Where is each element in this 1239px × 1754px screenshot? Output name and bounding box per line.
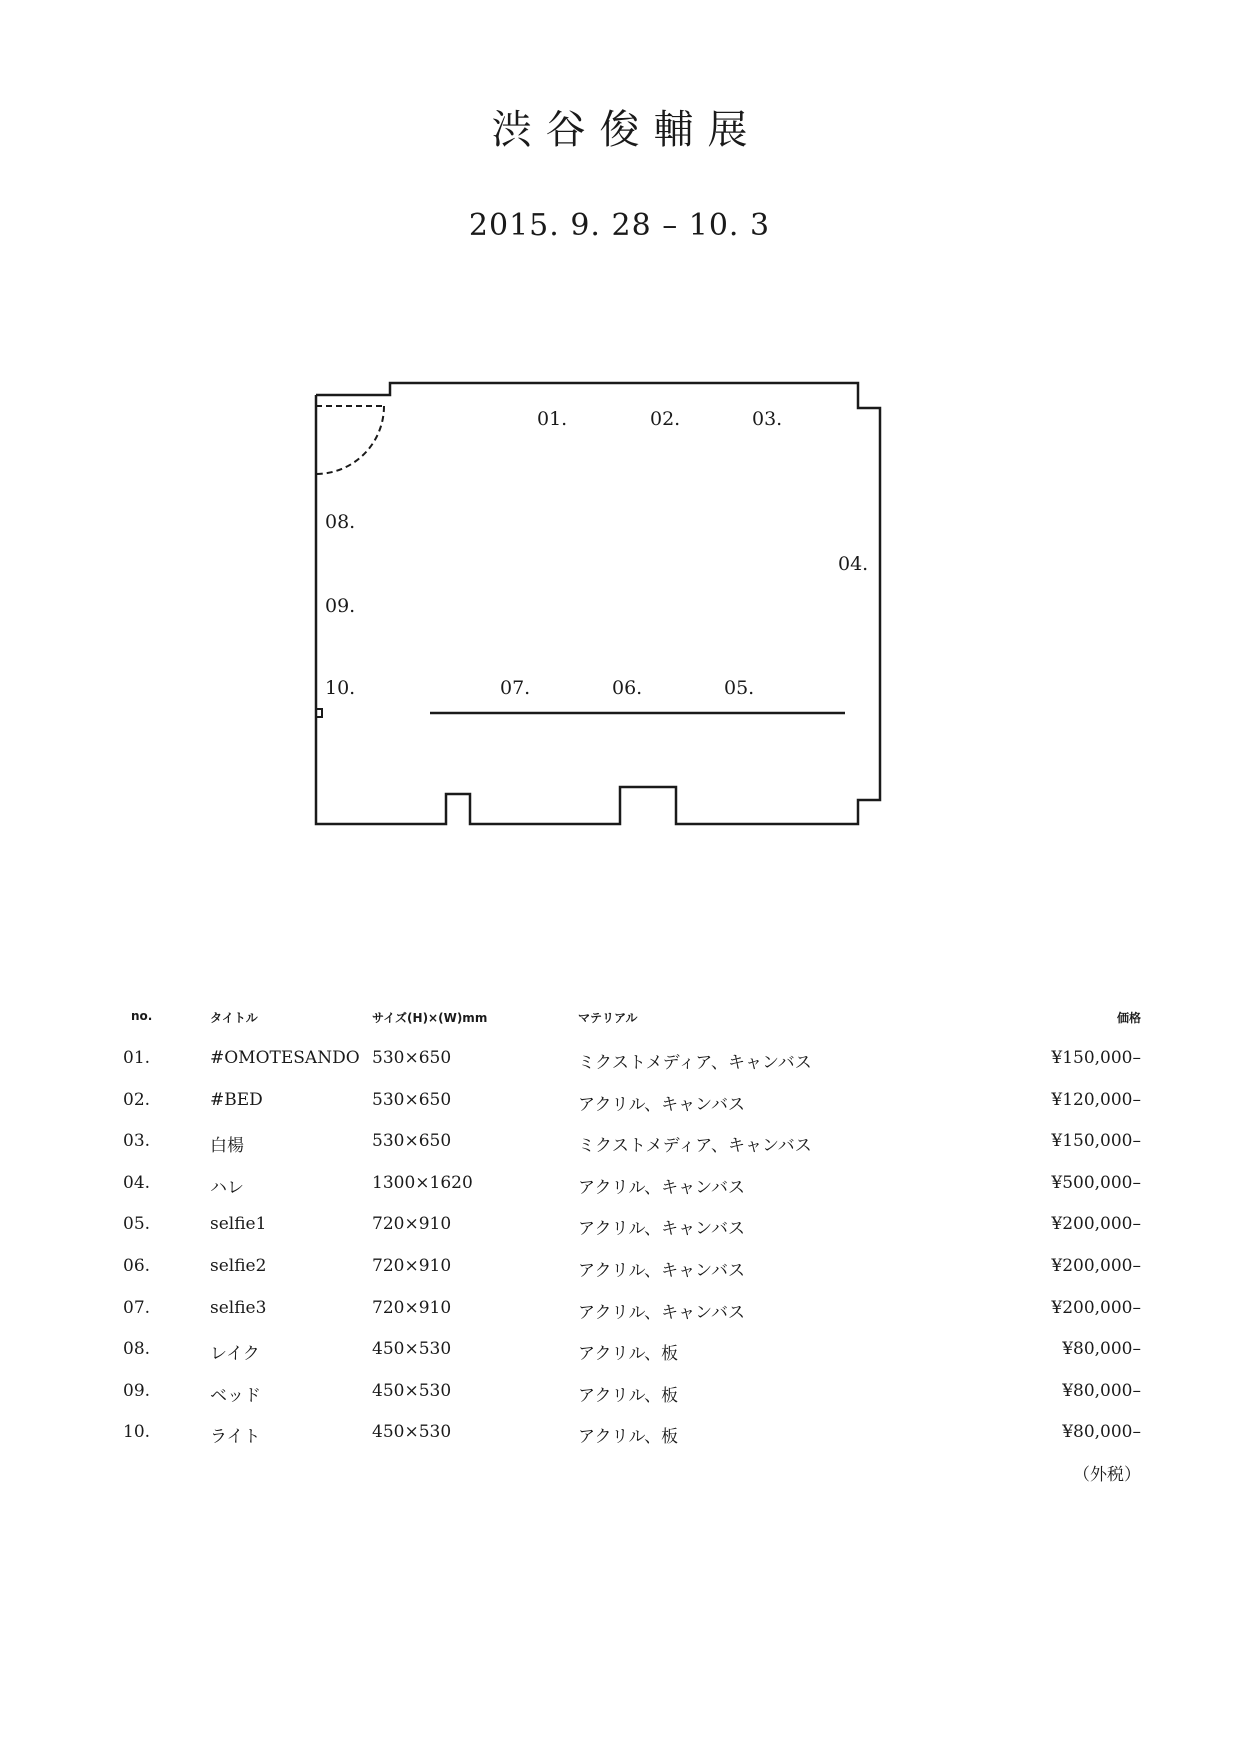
row-title: ライト [210, 1427, 261, 1447]
row-title: selfie3 [210, 1298, 267, 1318]
header-price: 価格 [1116, 1011, 1141, 1025]
row-price: ¥200,000– [1051, 1214, 1141, 1234]
row-price: ¥200,000– [1051, 1298, 1141, 1318]
row-size: 450×530 [372, 1422, 452, 1442]
row-title: ベッド [210, 1386, 261, 1406]
row-title: selfie2 [210, 1256, 267, 1276]
row-title: ハレ [210, 1178, 244, 1198]
plan-label-02: 02. [650, 408, 681, 430]
floorplan-door-arc [316, 406, 384, 474]
row-size: 450×530 [372, 1339, 452, 1359]
row-no: 08. [123, 1339, 151, 1359]
row-price: ¥150,000– [1051, 1131, 1141, 1151]
row-no: 10. [123, 1422, 151, 1442]
plan-label-10: 10. [325, 677, 356, 699]
row-title: レイク [210, 1344, 260, 1364]
row-material: ミクストメディア、キャンバス [578, 1053, 812, 1073]
row-no: 04. [123, 1173, 151, 1193]
row-price: ¥120,000– [1051, 1090, 1141, 1110]
row-no: 05. [123, 1214, 151, 1234]
plan-label-06: 06. [612, 677, 643, 699]
row-price: ¥200,000– [1051, 1256, 1141, 1276]
exhibition-title: 渋谷俊輔展 [491, 107, 762, 153]
header-title: タイトル [210, 1011, 258, 1025]
row-price: ¥500,000– [1051, 1173, 1141, 1193]
plan-label-09: 09. [325, 595, 356, 617]
row-no: 02. [123, 1090, 151, 1110]
row-material: アクリル、キャンバス [578, 1303, 745, 1323]
row-material: アクリル、キャンバス [578, 1178, 745, 1198]
row-no: 09. [123, 1381, 151, 1401]
row-size: 720×910 [372, 1256, 452, 1276]
row-title: #OMOTESANDO [210, 1048, 360, 1068]
plan-label-08: 08. [325, 511, 356, 533]
row-title: selfie1 [210, 1214, 267, 1234]
tax-note: （外税） [1073, 1465, 1141, 1485]
row-price: ¥80,000– [1062, 1381, 1141, 1401]
row-material: アクリル、板 [578, 1386, 679, 1406]
plan-label-04: 04. [838, 553, 869, 575]
row-price: ¥80,000– [1062, 1422, 1141, 1442]
row-size: 530×650 [372, 1048, 452, 1068]
row-size: 720×910 [372, 1214, 452, 1234]
header-material: マテリアル [578, 1011, 638, 1025]
plan-label-01: 01. [537, 408, 568, 430]
header-no: no. [131, 1009, 153, 1023]
row-material: アクリル、キャンバス [578, 1219, 745, 1239]
row-price: ¥80,000– [1062, 1339, 1141, 1359]
row-price: ¥150,000– [1051, 1048, 1141, 1068]
row-material: アクリル、キャンバス [578, 1261, 745, 1281]
row-material: ミクストメディア、キャンバス [578, 1136, 812, 1156]
plan-label-07: 07. [500, 677, 531, 699]
floorplan-wall-nub [316, 709, 322, 717]
row-material: アクリル、板 [578, 1427, 679, 1447]
row-title: 白楊 [210, 1136, 244, 1156]
row-size: 530×650 [372, 1090, 452, 1110]
floorplan-outer-wall [316, 383, 880, 824]
plan-label-05: 05. [724, 677, 755, 699]
header-size: サイズ(H)×(W)mm [372, 1011, 488, 1025]
row-material: アクリル、キャンバス [578, 1095, 745, 1115]
row-title: #BED [210, 1090, 263, 1110]
exhibition-dates: 2015. 9. 28 – 10. 3 [468, 208, 771, 243]
row-size: 530×650 [372, 1131, 452, 1151]
row-size: 1300×1620 [372, 1173, 473, 1193]
plan-label-03: 03. [752, 408, 783, 430]
row-material: アクリル、板 [578, 1344, 679, 1364]
row-no: 01. [123, 1048, 151, 1068]
row-size: 720×910 [372, 1298, 452, 1318]
row-no: 07. [123, 1298, 151, 1318]
row-size: 450×530 [372, 1381, 452, 1401]
row-no: 06. [123, 1256, 151, 1276]
row-no: 03. [123, 1131, 151, 1151]
